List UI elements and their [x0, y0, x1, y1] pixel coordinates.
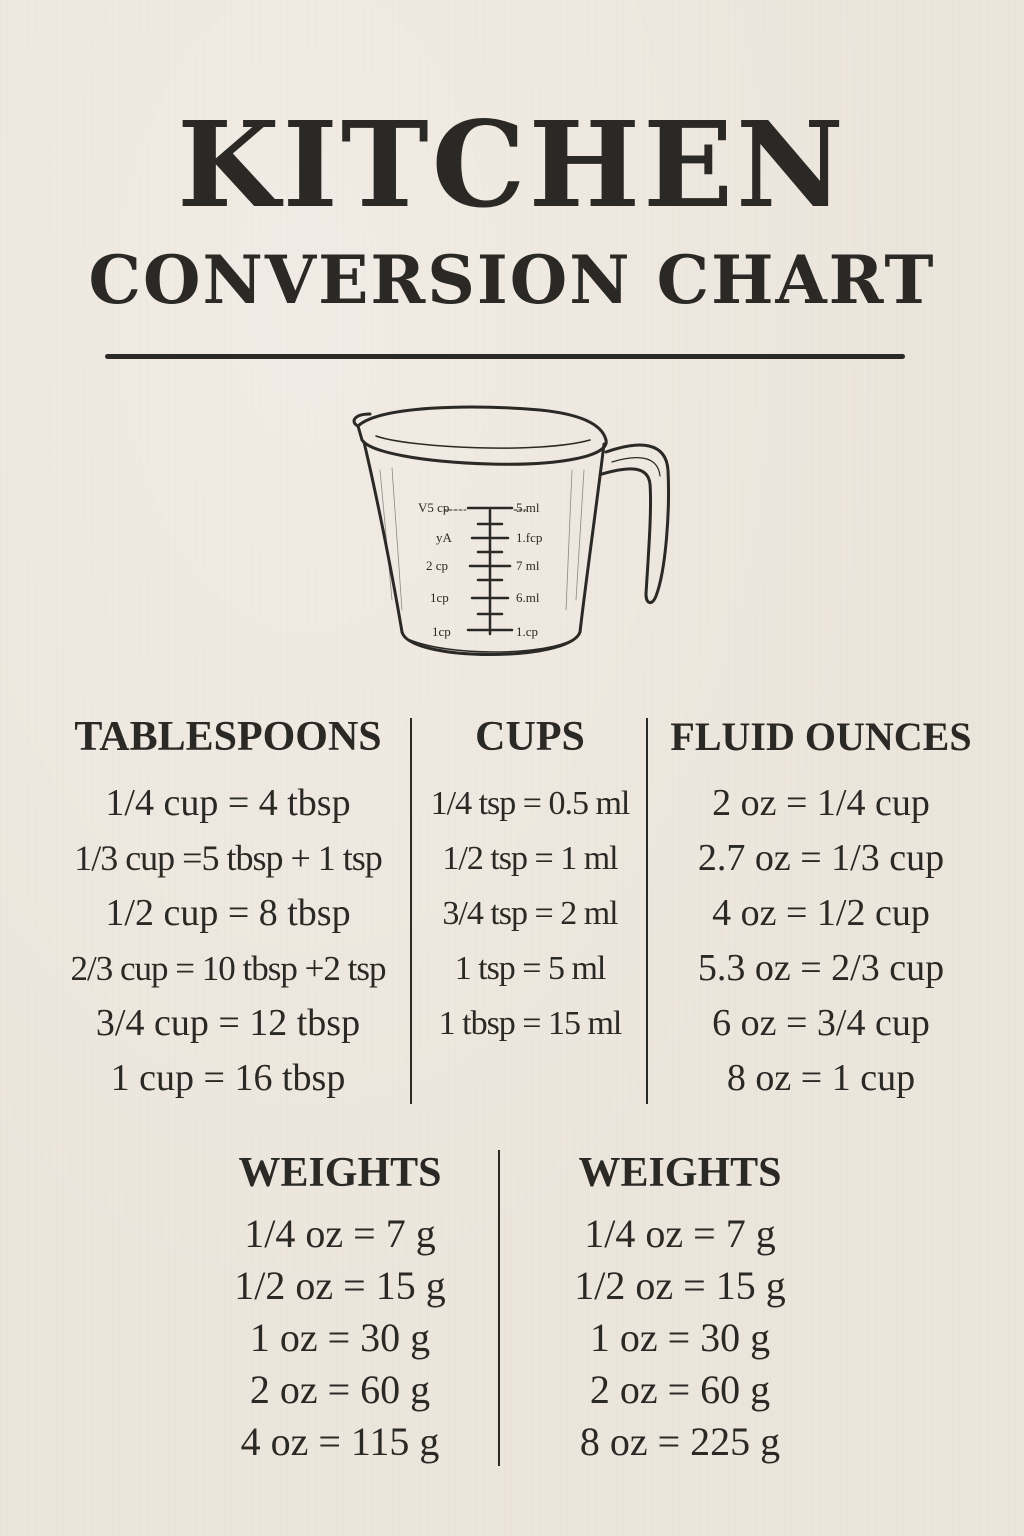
cup-mark-right-5: 1.cp [516, 624, 539, 639]
cup-mark-left-2: yA [436, 530, 452, 545]
weights-left-row: 1/2 oz = 15 g [234, 1263, 446, 1308]
tablespoons-row: 1/2 cup = 8 tbsp [105, 892, 351, 934]
column-divider [498, 1150, 500, 1466]
tablespoons-row: 2/3 cup = 10 tbsp +2 tsp [70, 949, 386, 988]
tablespoons-section [48, 712, 408, 1106]
weights-left-section [200, 1148, 480, 1468]
tablespoons-row: 1/4 cup = 4 tbsp [105, 782, 351, 824]
fluid-ounces-row: 5.3 oz = 2/3 cup [697, 947, 945, 989]
fluid-ounces-row: 2.7 oz = 1/3 cup [697, 837, 945, 879]
fluid-ounces-row: 2 oz = 1/4 cup [712, 782, 930, 824]
fluid-ounces-row: 4 oz = 1/2 cup [712, 892, 930, 934]
weights-right-row: 2 oz = 60 g [589, 1367, 771, 1412]
cups-row: 3/4 tsp = 2 ml [442, 895, 618, 932]
weights-right-section [540, 1148, 820, 1468]
column-divider [410, 718, 412, 1104]
weights-right-row: 1/4 oz = 7 g [584, 1211, 776, 1256]
cup-mark-left-3: 2 cp [426, 558, 449, 573]
fluid-ounces-row: 8 oz = 1 cup [726, 1057, 916, 1099]
cup-mark-right-1: 5.ml [516, 500, 540, 515]
cups-section [418, 712, 642, 1051]
weights-left-row: 1/4 oz = 7 g [244, 1211, 436, 1256]
weights-right-row: 1/2 oz = 15 g [574, 1263, 786, 1308]
weights-left-row: 2 oz = 60 g [249, 1367, 431, 1412]
cup-mark-right-2: 1.fcp [516, 530, 543, 545]
cups-row: 1/2 tsp = 1 ml [442, 840, 618, 877]
tablespoons-row: 3/4 cup = 12 tbsp [95, 1002, 361, 1044]
measuring-cup-icon [340, 400, 680, 680]
title-divider [105, 354, 905, 359]
tablespoons-heading: TABLESPOONS [74, 714, 382, 760]
cups-heading: CUPS [475, 714, 585, 760]
cup-mark-left-1: V5 cp [418, 500, 450, 515]
page-title: KITCHEN [177, 95, 847, 234]
cup-mark-left-4: 1cp [430, 590, 449, 605]
cup-mark-left-5: 1cp [432, 624, 451, 639]
tablespoons-row: 1 cup = 16 tbsp [110, 1057, 346, 1099]
tablespoons-row: 1/3 cup =5 tbsp + 1 tsp [74, 838, 382, 878]
weights-right-row: 8 oz = 225 g [579, 1419, 781, 1464]
weights-right-row: 1 oz = 30 g [589, 1315, 771, 1360]
cups-row: 1 tbsp = 15 ml [438, 1005, 622, 1042]
fluid-ounces-section [660, 712, 982, 1106]
fluid-ounces-heading: FLUID OUNCES [670, 714, 972, 759]
fluid-ounces-row: 6 oz = 3/4 cup [712, 1002, 930, 1044]
weights-left-heading: WEIGHTS [238, 1150, 442, 1196]
cup-mark-right-3: 7 ml [516, 558, 540, 573]
cups-row: 1 tsp = 5 ml [454, 950, 606, 987]
weights-left-row: 4 oz = 115 g [240, 1419, 440, 1464]
column-divider [646, 718, 648, 1104]
weights-right-heading: WEIGHTS [578, 1150, 782, 1196]
cups-row: 1/4 tsp = 0.5 ml [430, 785, 630, 822]
cup-mark-right-4: 6.ml [516, 590, 540, 605]
weights-left-row: 1 oz = 30 g [249, 1315, 431, 1360]
page-subtitle: CONVERSION CHART [88, 241, 936, 319]
